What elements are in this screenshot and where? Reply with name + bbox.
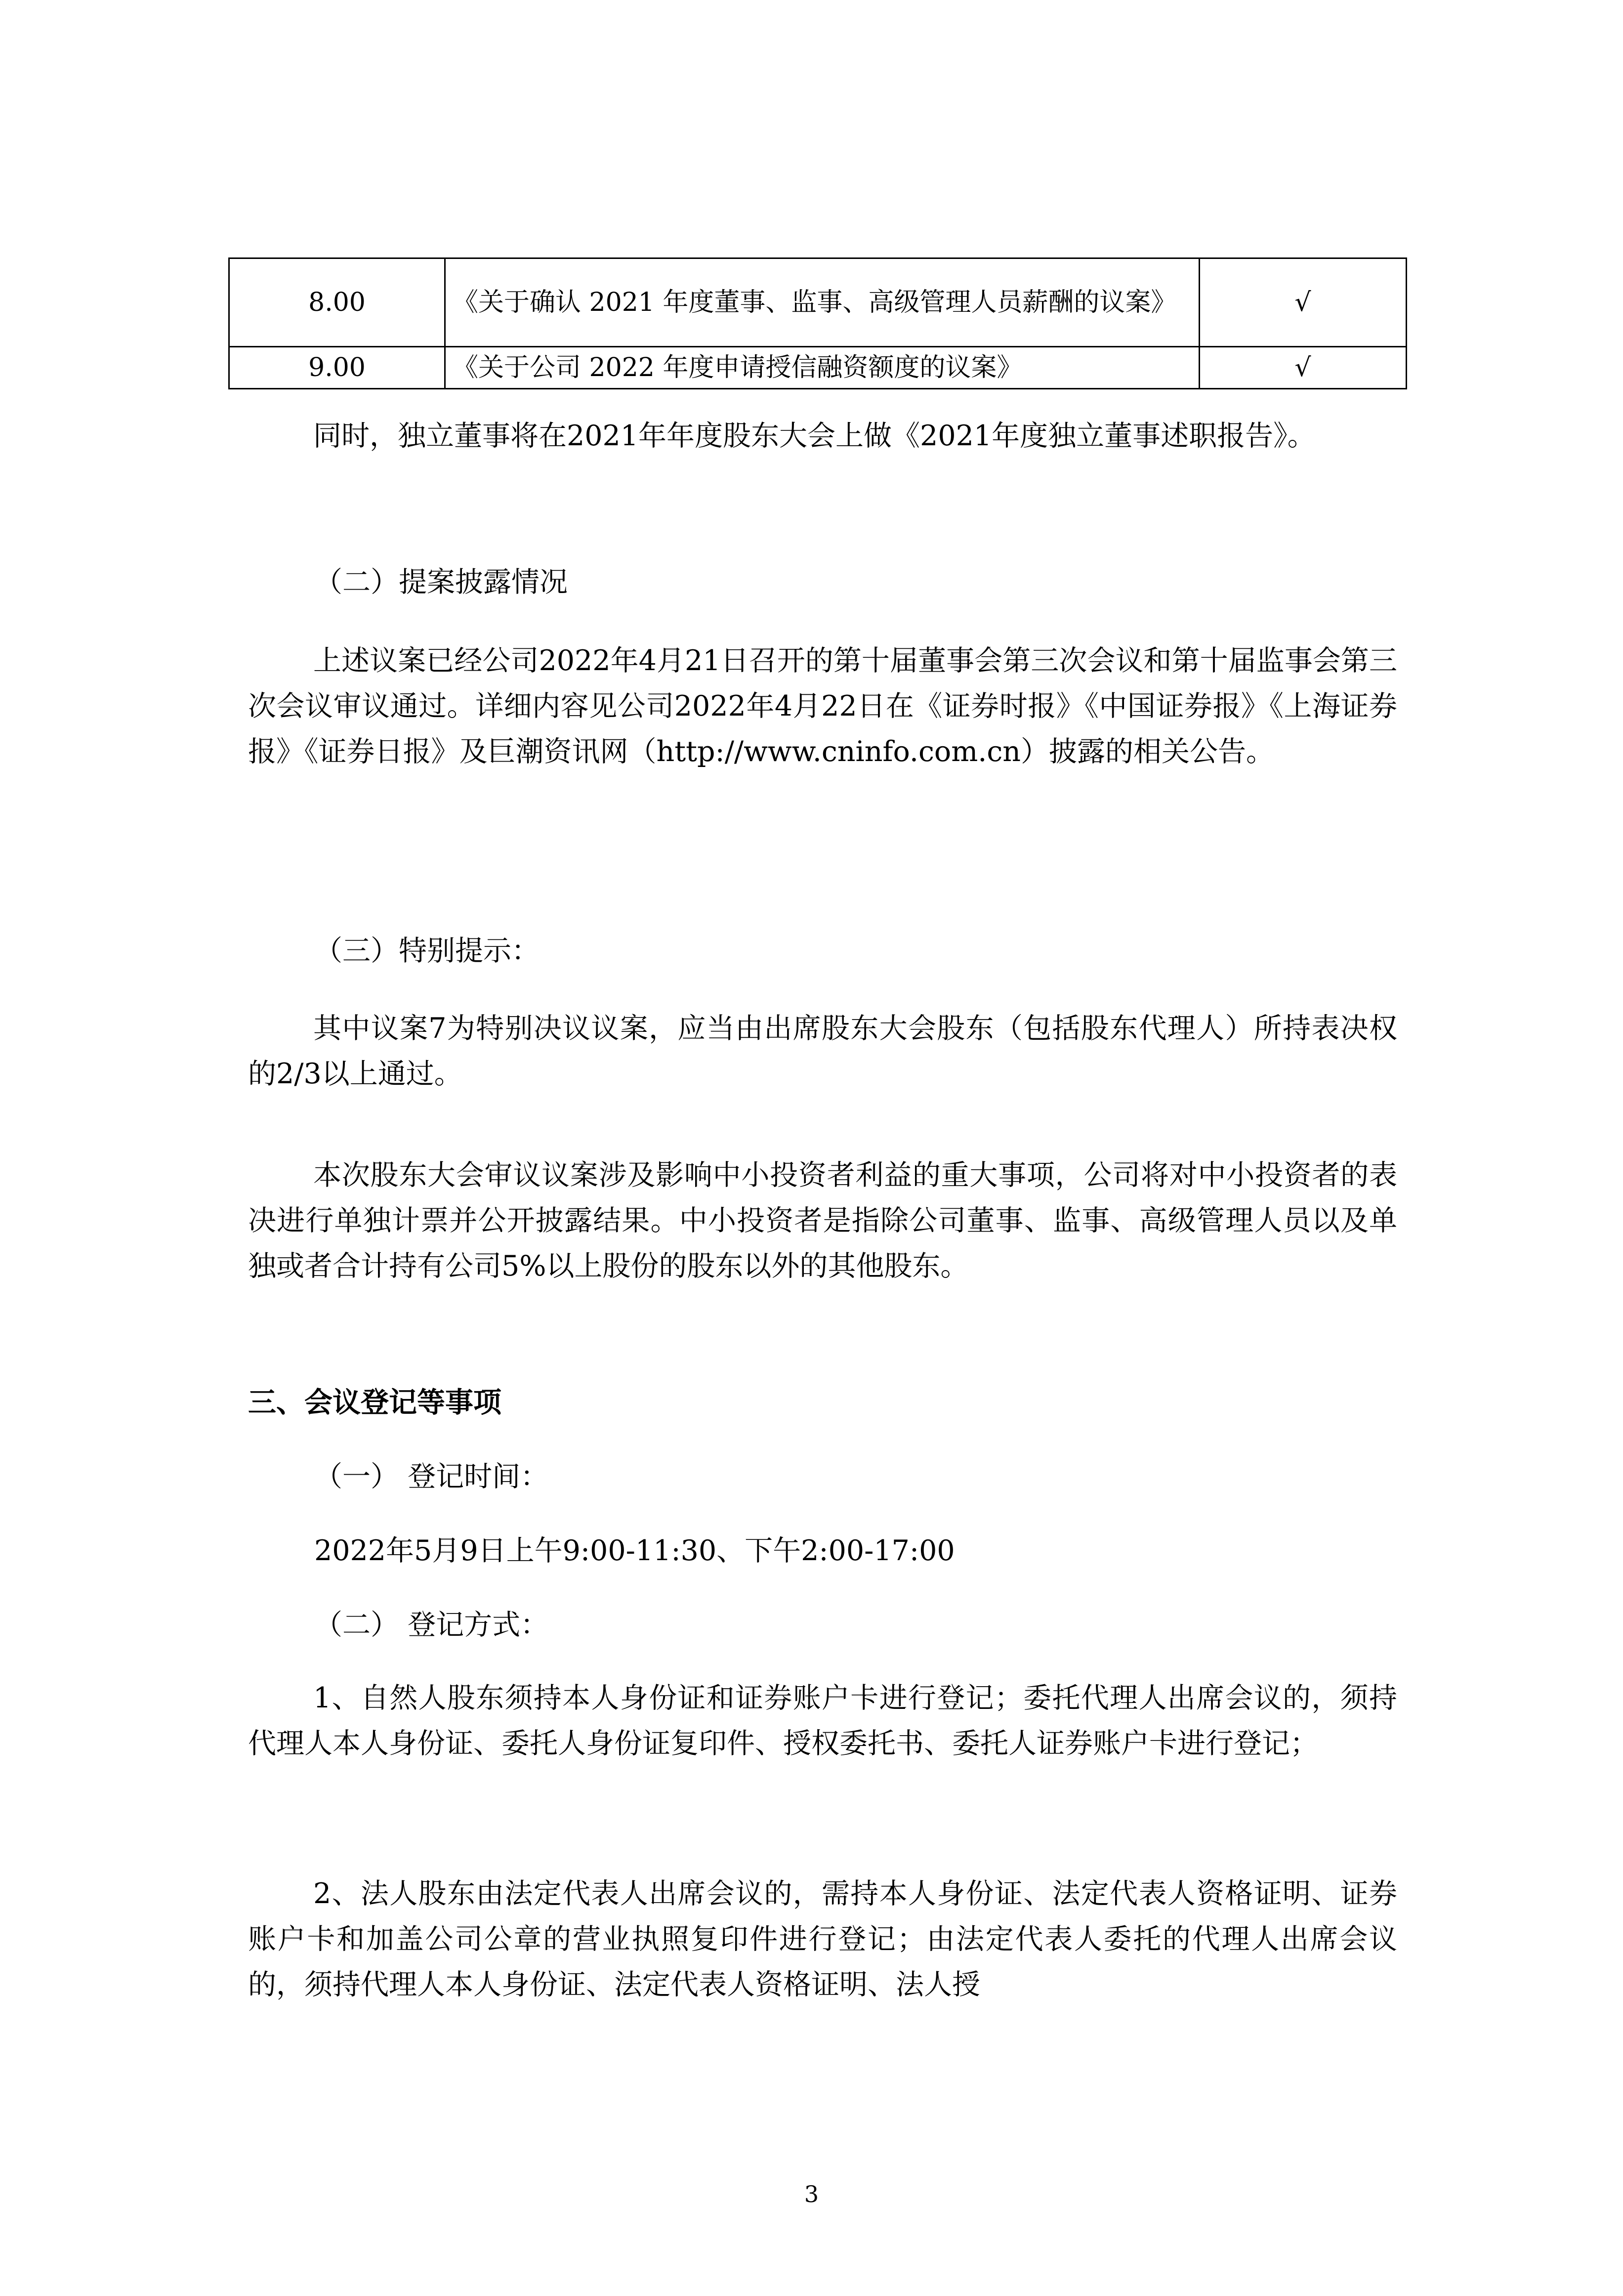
registration-method-1: 1、自然人股东须持本人身份证和证券账户卡进行登记；委托代理人出席会议的，须持代理人本人身份证、委托人身份证复印件、授权委托书、委托人证券账户卡进行登记； bbox=[248, 1682, 1397, 1760]
motion-number: 9.00 bbox=[229, 347, 445, 389]
registration-method-heading: （二） 登记方式： bbox=[314, 1609, 549, 1641]
section-3-title: 三、会议登记等事项 bbox=[248, 1386, 501, 1419]
page-number: 3 bbox=[804, 2181, 819, 2208]
motion-number: 8.00 bbox=[229, 258, 445, 347]
motion-name: 《关于确认 2021 年度董事、监事、高级管理人员薪酬的议案》 bbox=[445, 258, 1200, 347]
motions-table bbox=[228, 257, 1407, 389]
independent-director-paragraph: 同时，独立董事将在2021年年度股东大会上做《2021年度独立董事述职报告》。 bbox=[313, 420, 1316, 452]
disclosure-paragraph: 上述议案已经公司2022年4月21日召开的第十届董事会第三次会议和第十届监事会第三次会议审议通过。详细内容见公司2022年4月22日在《证券时报》《中国证券报》《上海证券报》《证券日报》及巨潮资讯网（http://www.cninfo.com.cn）披露的相关公告。 bbox=[248, 644, 1397, 768]
motion-name: 《关于公司 2022 年度申请授信融资额度的议案》 bbox=[445, 347, 1200, 389]
special-note-paragraph-1: 其中议案7为特别决议议案，应当由出席股东大会股东（包括股东代理人）所持表决权的2/3以上通过。 bbox=[248, 1012, 1397, 1090]
registration-time-heading: （一） 登记时间： bbox=[314, 1460, 549, 1493]
checkmark: √ bbox=[1200, 258, 1407, 347]
table-row bbox=[229, 258, 1407, 347]
special-note-paragraph-2: 本次股东大会审议议案涉及影响中小投资者利益的重大事项，公司将对中小投资者的表决进行单独计票并公开披露结果。中小投资者是指除公司董事、监事、高级管理人员以及单独或者合计持有公司5%以上股份的股东以外的其他股东。 bbox=[248, 1159, 1397, 1282]
table-row bbox=[229, 347, 1407, 389]
disclosure-heading: （二）提案披露情况 bbox=[314, 566, 568, 598]
registration-method-2: 2、法人股东由法定代表人出席会议的，需持本人身份证、法定代表人资格证明、证券账户卡和加盖公司公章的营业执照复印件进行登记；由法定代表人委托的代理人出席会议的，须持代理人本人身份证、法定代表人资格证明、法人授 bbox=[248, 1877, 1397, 2001]
registration-time: 2022年5月9日上午9:00-11:30、下午2:00-17:00 bbox=[314, 1534, 955, 1567]
checkmark: √ bbox=[1200, 347, 1407, 389]
special-note-heading: （三）特别提示： bbox=[314, 935, 540, 967]
